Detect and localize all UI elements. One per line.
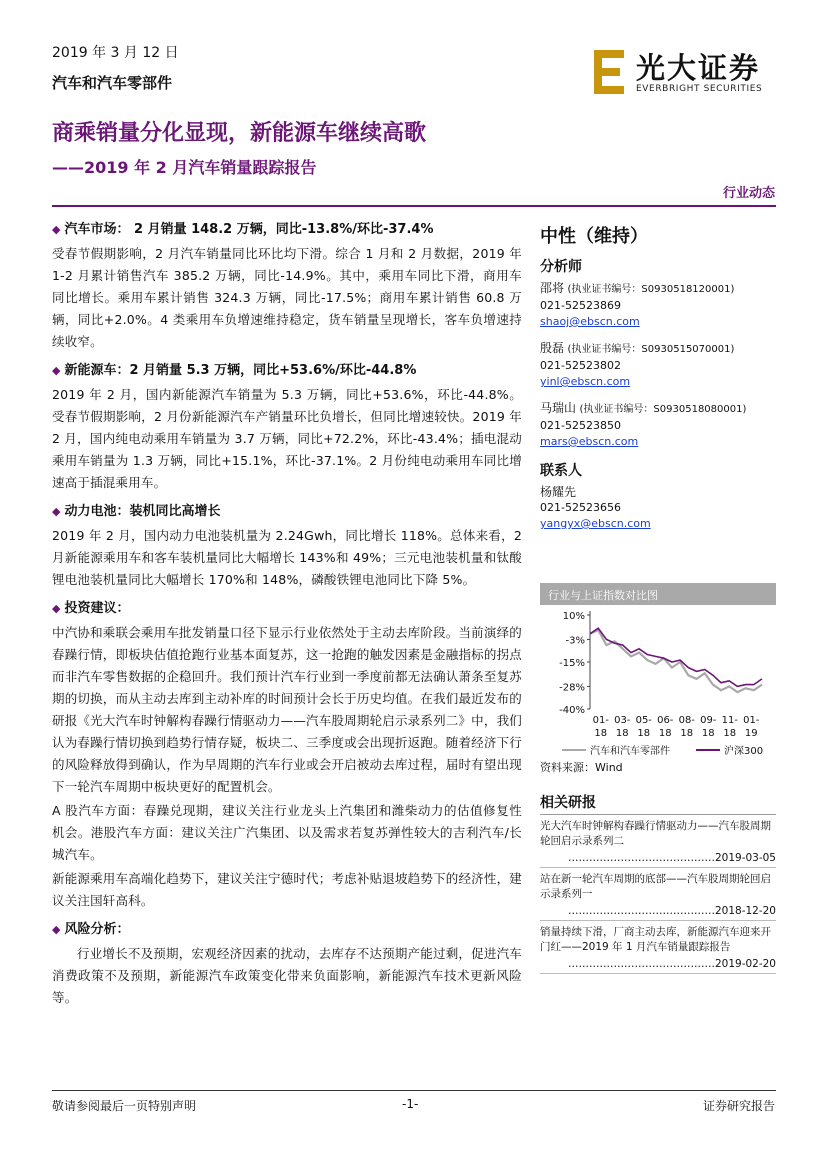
related-item[interactable] (540, 819, 776, 868)
page-subtitle: ——2019 年 2 月汽车销量跟踪报告 (52, 158, 317, 177)
rating: 中性（维持） (540, 226, 648, 247)
report-type-tag: 行业动态 (722, 186, 775, 201)
x-tick-label: 05- (635, 715, 652, 726)
contact-name: 杨耀先 (540, 485, 577, 499)
x-tick-label: 19 (744, 728, 758, 739)
analyst-email-link[interactable]: mars@ebscn.com (540, 435, 639, 448)
chart-source: 资料来源：Wind (540, 761, 623, 774)
section-heading-text: 动力电池：装机同比高增长 (64, 504, 221, 519)
diamond-icon: ◆ (52, 364, 61, 377)
x-tick-label: 18 (637, 728, 651, 739)
diamond-icon: ◆ (52, 223, 61, 236)
logo-text-en: EVERBRIGHT SECURITIES (636, 84, 763, 94)
section-heading (52, 597, 522, 616)
contact-card (540, 484, 776, 532)
analyst-name: 邵将 (540, 281, 565, 295)
related-item-date: ……………………………………2019-02-20 (540, 957, 776, 974)
main-content (52, 212, 522, 1011)
legend-label: 汽车和汽车零部件 (590, 746, 670, 757)
sector-label: 汽车和汽车零部件 (52, 74, 173, 92)
logo-mark-icon (592, 48, 626, 96)
related-item[interactable] (540, 925, 776, 974)
related-item[interactable] (540, 872, 776, 921)
diamond-icon: ◆ (52, 602, 61, 615)
analyst-cert: (执业证书编号：S0930515070001) (567, 344, 735, 355)
section-paragraph: 中汽协和乘联会乘用车批发销量口径下显示行业依然处于主动去库阶段。当前演绎的春躁行情，即板块估值抢跑行业基本面复苏，这一抢跑的触发因素是金融指标的拐点而非汽车零售数据的企稳回升。我们预计汽车行业到一季度前都无法确认萧条至复苏期的切换，而从主动去库到主动补库的时间预计会长于历史均值。在我们最近发布的研报《光大汽车时钟解构春躁行情驱动力——汽车股周期轮启示录系列二》中，我们认为春躁行情切换到趋势行情存疑，板块二、三季度或会出现折返跑。随着经济下行的风险释放得到确认，作为早周期的汽车行业或会开启被动去库过程，届时有望出现下一轮汽车周期中板块更好的配置机会。 (52, 625, 522, 794)
series-line (590, 628, 762, 686)
y-tick-label: 10% (562, 611, 585, 622)
x-tick-label: 18 (658, 728, 672, 739)
analyst-phone: 021-52523850 (540, 419, 621, 432)
section-battery (52, 500, 522, 591)
x-tick-label: 18 (723, 728, 737, 739)
x-tick-label: 11- (721, 715, 738, 726)
page-number: -1- (402, 1097, 419, 1111)
diamond-icon: ◆ (52, 505, 61, 518)
related-research (540, 792, 776, 978)
analyst-name: 马瑞山 (540, 401, 577, 415)
analyst-card (540, 280, 776, 330)
page-title: 商乘销量分化显现，新能源车继续高歌 (52, 121, 427, 146)
footer-divider (52, 1090, 776, 1091)
y-tick-label: -28% (559, 682, 585, 694)
chart-plot (540, 605, 776, 757)
related-heading: 相关研报 (540, 792, 776, 815)
analyst-card (540, 400, 776, 450)
section-heading-text: 新能源车：2 月销量 5.3 万辆，同比+53.6%/环比-44.8% (64, 363, 417, 378)
analyst-cert: (执业证书编号：S0930518080001) (579, 404, 747, 415)
related-item-date: ……………………………………2019-03-05 (540, 851, 776, 868)
analyst-label: 分析师 (540, 259, 582, 275)
section-risk (52, 918, 522, 1009)
section-heading (52, 918, 522, 937)
section-heading (52, 218, 522, 237)
header-divider (52, 205, 776, 207)
related-item-date: ……………………………………2018-12-20 (540, 904, 776, 921)
analyst-phone: 021-52523869 (540, 299, 621, 312)
analyst-email-link[interactable]: shaoj@ebscn.com (540, 315, 640, 328)
section-heading (52, 500, 522, 519)
x-tick-label: 18 (680, 728, 694, 739)
contact-label: 联系人 (540, 463, 582, 479)
section-heading-text: 风险分析： (64, 922, 130, 937)
section-auto-market (52, 218, 522, 353)
x-tick-label: 01- (592, 715, 609, 726)
legend-label: 沪深300 (724, 746, 764, 757)
section-paragraph: 2019 年 2 月，国内动力电池装机量为 2.24Gwh，同比增长 118%。总体来看，2 月新能源乘用车和客车装机量同比大幅增长 143%和 49%；三元电池装机量和钛酸锂电池装机量同比大幅增长 170%和 148%，磷酸铁锂电池同比下降 5%。 (52, 528, 522, 587)
y-tick-label: -3% (565, 635, 585, 647)
y-tick-label: -40% (559, 705, 585, 716)
logo-text-cn: 光大证券 (636, 51, 761, 85)
chart-title: 行业与上证指数对比图 (540, 583, 776, 605)
section-paragraph: 受春节假期影响，2 月汽车销量同比环比均下滑。综合 1 月和 2 月数据，2019 年 1-2 月累计销售汽车 385.2 万辆，同比-14.9%。其中，乘用车同比下滑，商用车同比增长。乘用车累计销售 324.3 万辆，同比-17.5%；商用车累计销售 60.8 万辆，同比+2.0%。4 类乘用车负增速维持稳定，货车销量呈现增长，客车负增速持续收窄。 (52, 246, 522, 349)
contact-phone: 021-52523656 (540, 501, 621, 514)
related-item-title: 光大汽车时钟解构春躁行情驱动力——汽车股周期轮回启示录系列二 (540, 820, 771, 847)
report-date: 2019 年 3 月 12 日 (52, 45, 179, 61)
section-paragraph: A 股汽车方面：春躁兑现期，建议关注行业龙头上汽集团和潍柴动力的估值修复性机会。港股汽车方面：建议关注广汽集团、以及需求若复苏弹性较大的吉利汽车/长城汽车。 (52, 803, 522, 862)
comparison-chart (540, 583, 776, 773)
related-item-title: 站在新一轮汽车周期的底部——汽车股周期轮回启示录系列一 (540, 873, 771, 900)
diamond-icon: ◆ (52, 923, 61, 936)
section-paragraph: 行业增长不及预期，宏观经济因素的扰动，去库存不达预期产能过剩，促进汽车消费政策不及预期，新能源汽车政策变化带来负面影响，新能源汽车技术更新风险等。 (52, 946, 522, 1005)
section-nev (52, 359, 522, 494)
related-item-title: 销量持续下滑，厂商主动去库，新能源汽车迎来开门红——2019 年 1 月汽车销量跟踪报告 (540, 926, 771, 953)
section-paragraph: 2019 年 2 月，国内新能源汽车销量为 5.3 万辆，同比+53.6%，环比-44.8%。受春节假期影响，2 月份新能源汽车产销量环比负增长，但同比增速较快。2019 年 2 月，国内纯电动乘用车销量为 3.7 万辆，同比+72.2%，环比-43.4%；插电混动乘用车销量为 1.3 万辆，同比+15.1%，环比-37.1%。2 月份纯电动乘用车同比增速高于插混乘用车。 (52, 387, 522, 490)
x-tick-label: 09- (700, 715, 717, 726)
analyst-phone: 021-52523802 (540, 359, 621, 372)
x-tick-label: 18 (701, 728, 715, 739)
x-tick-label: 18 (615, 728, 629, 739)
footer-disclaimer: 敬请参阅最后一页特别声明 (52, 1099, 197, 1113)
x-tick-label: 03- (614, 715, 631, 726)
section-investment (52, 597, 522, 912)
x-tick-label: 08- (678, 715, 695, 726)
analyst-cert: (执业证书编号：S0930518120001) (567, 284, 735, 295)
section-paragraph: 新能源乘用车高端化趋势下，建议关注宁德时代；考虑补贴退坡趋势下的经济性，建议关注国轩高科。 (52, 871, 522, 908)
section-heading-text: 投资建议： (64, 601, 130, 616)
section-heading (52, 359, 522, 378)
analyst-email-link[interactable]: yinl@ebscn.com (540, 375, 631, 388)
footer-report-type: 证券研究报告 (702, 1099, 775, 1113)
analyst-card (540, 340, 776, 390)
contact-email-link[interactable]: yangyx@ebscn.com (540, 517, 651, 530)
y-tick-label: -15% (559, 658, 585, 669)
x-tick-label: 01- (743, 715, 760, 726)
section-heading-text: 汽车市场： 2 月销量 148.2 万辆，同比-13.8%/环比-37.4% (64, 222, 434, 237)
x-tick-label: 06- (657, 715, 674, 726)
company-logo (592, 44, 782, 100)
sidebar (540, 212, 776, 542)
analyst-name: 殷磊 (540, 341, 565, 355)
x-tick-label: 18 (594, 728, 608, 739)
